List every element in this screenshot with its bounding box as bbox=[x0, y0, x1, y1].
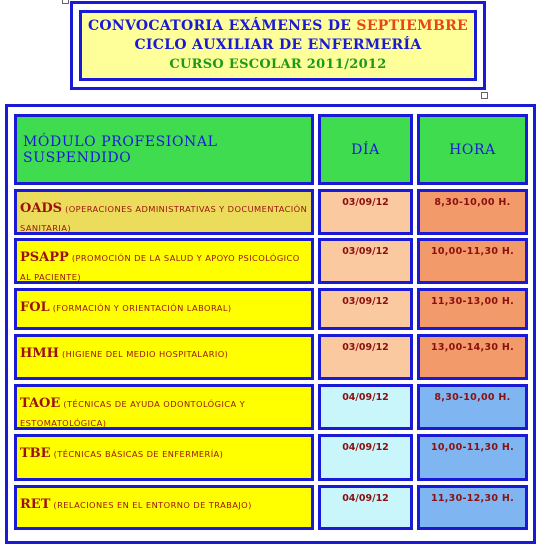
module-cell bbox=[14, 238, 314, 284]
hour-cell: 10,00-11,30 H. bbox=[417, 434, 528, 481]
day-cell: 04/09/12 bbox=[318, 434, 413, 481]
module-description: (TÉCNICAS BÁSICAS DE ENFERMERÍA) bbox=[50, 449, 224, 459]
day-cell: 03/09/12 bbox=[318, 238, 413, 284]
module-code: HMH bbox=[20, 346, 59, 361]
title-line-3: CURSO ESCOLAR 2011/2012 bbox=[169, 57, 387, 72]
title-line-1-prefix: CONVOCATORIA EXÁMENES DE bbox=[87, 18, 357, 34]
hour-cell: 11,30-13,00 H. bbox=[417, 288, 528, 330]
module-code: TBE bbox=[20, 446, 51, 461]
day-cell: 03/09/12 bbox=[318, 288, 413, 330]
module-description: (FORMACIÓN Y ORIENTACIÓN LABORAL) bbox=[49, 303, 232, 313]
module-cell bbox=[14, 288, 314, 330]
title-line-1 bbox=[88, 17, 468, 36]
day-cell: 04/09/12 bbox=[318, 485, 413, 530]
title-box bbox=[70, 1, 486, 90]
module-cell bbox=[14, 334, 314, 380]
exam-table bbox=[5, 104, 536, 544]
module-description: (RELACIONES EN EL ENTORNO DE TRABAJO) bbox=[50, 500, 252, 510]
module-description: (PROMOCIÓN DE LA SALUD Y APOYO PSICOLÓGICO AL PACIENTE) bbox=[20, 253, 300, 282]
hour-cell: 11,30-12,30 H. bbox=[417, 485, 528, 530]
module-cell bbox=[14, 189, 314, 235]
hour-cell: 13,00-14,30 H. bbox=[417, 334, 528, 380]
module-description: (OPERACIONES ADMINISTRATIVAS Y DOCUMENTACIÓN SANITARIA) bbox=[20, 204, 308, 233]
module-cell bbox=[14, 384, 314, 430]
module-code: RET bbox=[20, 497, 51, 512]
title-inner-box bbox=[79, 10, 477, 81]
module-code: TAOE bbox=[20, 396, 61, 411]
hour-cell: 10,00-11,30 H. bbox=[417, 238, 528, 284]
module-description: (TÉCNICAS DE AYUDA ODONTOLÓGICA Y ESTOMATOLÓGICA) bbox=[20, 399, 246, 428]
module-code: FOL bbox=[20, 300, 50, 315]
header-module: MÓDULO PROFESIONAL SUSPENDIDO bbox=[14, 114, 314, 185]
module-code: OADS bbox=[20, 201, 63, 216]
day-cell: 03/09/12 bbox=[318, 334, 413, 380]
title-line-2: CICLO AUXILIAR DE ENFERMERÍA bbox=[134, 37, 422, 53]
header-hour: HORA bbox=[417, 114, 528, 185]
hour-cell: 8,30-10,00 H. bbox=[417, 384, 528, 430]
day-cell: 04/09/12 bbox=[318, 384, 413, 430]
resize-handle-bottom-right[interactable] bbox=[481, 92, 488, 99]
hour-cell: 8,30-10,00 H. bbox=[417, 189, 528, 235]
module-description: (HIGIENE DEL MEDIO HOSPITALARIO) bbox=[58, 349, 229, 359]
module-cell bbox=[14, 485, 314, 530]
header-day: DÍA bbox=[318, 114, 413, 185]
title-line-1-accent: SEPTIEMBRE bbox=[356, 18, 468, 34]
day-cell: 03/09/12 bbox=[318, 189, 413, 235]
module-code: PSAPP bbox=[20, 250, 69, 265]
module-cell bbox=[14, 434, 314, 481]
resize-handle-top[interactable] bbox=[62, 0, 69, 4]
